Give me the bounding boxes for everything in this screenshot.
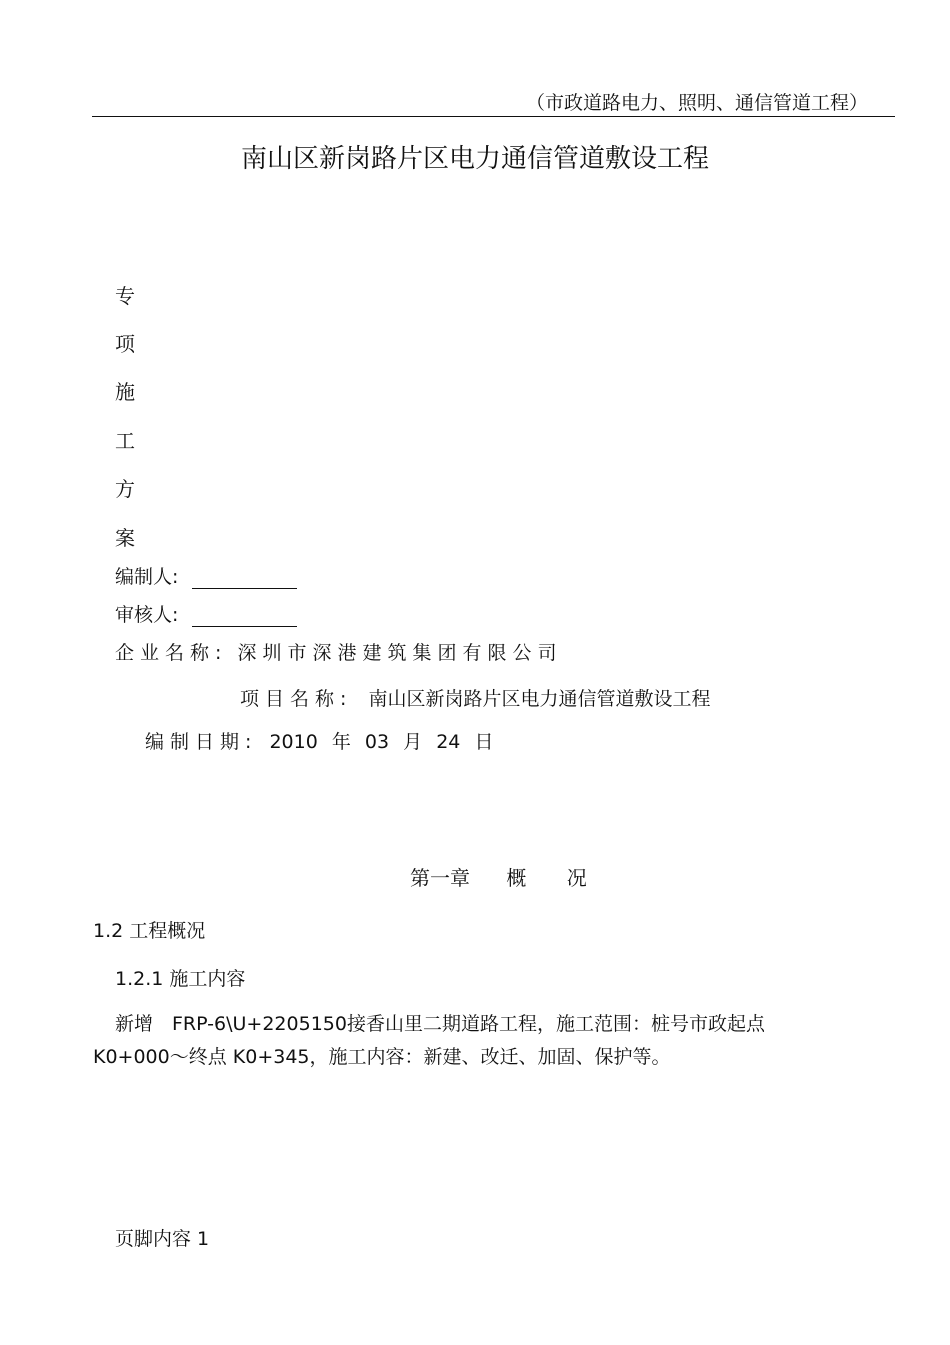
company-label: 企业名称: — [115, 642, 228, 664]
page-footer: 页脚内容 1 — [115, 1228, 210, 1250]
chapter-heading — [410, 862, 587, 891]
reviewer-label: 审核人: — [115, 604, 179, 626]
paragraph-line: 新增 FRP-6\U+2205150接香山里二期道路工程，施工范围：桩号市政起点 — [115, 1013, 765, 1035]
project-label: 项目名称: — [240, 688, 353, 710]
compiler-blank-line — [192, 568, 297, 589]
plan-type-char: 案 — [115, 526, 135, 550]
reviewer-field — [115, 600, 297, 627]
header-divider — [92, 116, 895, 117]
project-value: 南山区新岗路片区电力通信管道敷设工程 — [368, 688, 711, 710]
compiler-field — [115, 562, 297, 589]
plan-type-char: 工 — [115, 429, 135, 453]
plan-type-char: 专 — [115, 284, 135, 308]
section-heading: 1.2 工程概况 — [93, 920, 206, 942]
date-day: 24 — [436, 731, 461, 753]
chapter-title-char: 况 — [566, 866, 587, 890]
company-field — [115, 638, 562, 665]
date-month: 03 — [364, 731, 390, 753]
date-year-unit: 年 — [331, 731, 351, 753]
project-field — [240, 684, 710, 711]
date-day-unit: 日 — [474, 731, 494, 753]
date-year: 2010 — [269, 731, 318, 753]
date-month-unit: 月 — [403, 731, 423, 753]
plan-type-char: 方 — [115, 477, 135, 501]
reviewer-blank-line — [192, 606, 297, 627]
chapter-label: 第一章 — [410, 866, 470, 890]
date-label: 编制日期: — [145, 731, 258, 753]
plan-type-char: 施 — [115, 380, 135, 404]
subsection-heading: 1.2.1 施工内容 — [115, 968, 246, 990]
date-field — [145, 727, 493, 754]
compiler-label: 编制人: — [115, 566, 179, 588]
paragraph-line: K0+000～终点 K0+345，施工内容：新建、改迁、加固、保护等。 — [93, 1046, 671, 1068]
chapter-title-char: 概 — [506, 866, 527, 890]
plan-type-char: 项 — [115, 332, 135, 356]
header-note: （市政道路电力、照明、通信管道工程） — [525, 92, 868, 114]
company-value: 深圳市深港建筑集团有限公司 — [237, 642, 563, 664]
document-title: 南山区新岗路片区电力通信管道敷设工程 — [240, 144, 709, 174]
